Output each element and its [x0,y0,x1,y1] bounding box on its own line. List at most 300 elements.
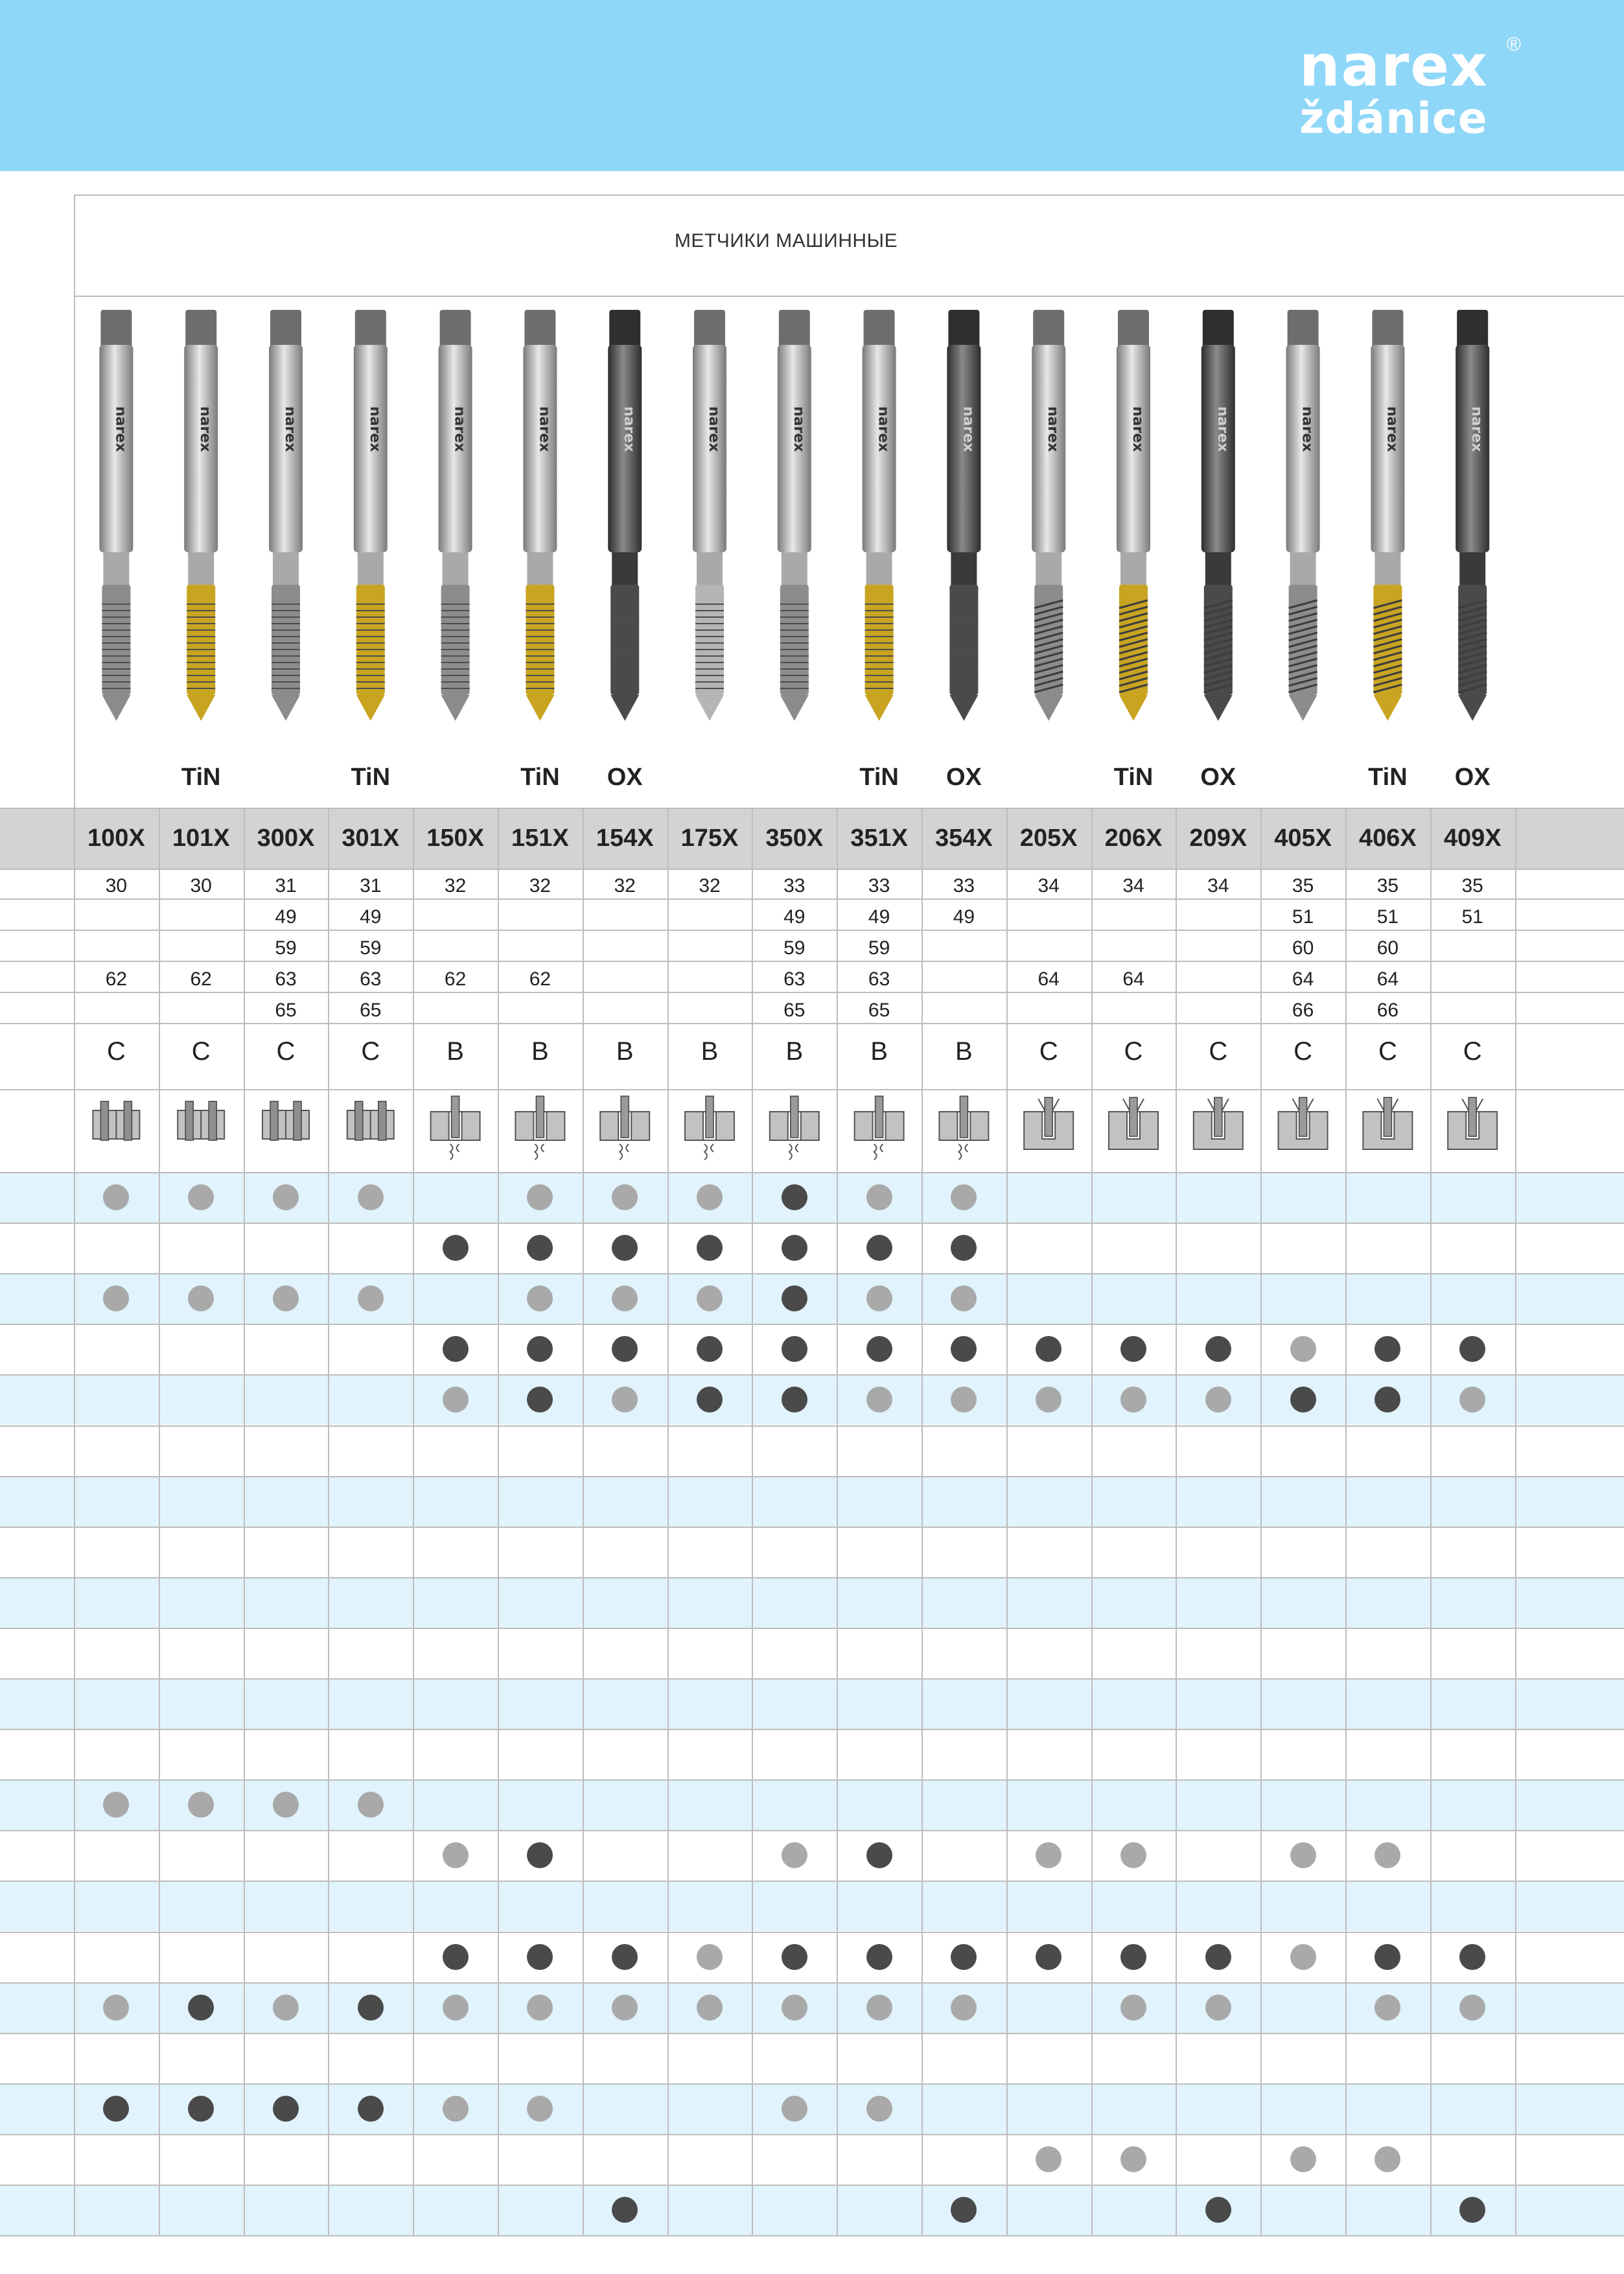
chip-curl [535,1144,544,1160]
applicability-dot-primary [782,1184,807,1210]
tap-square-drive [355,310,386,349]
tap-square-drive [694,310,725,349]
catalog-page: 34 [1038,875,1060,897]
applicability-dot-secondary [273,1285,299,1311]
grid-line-vertical [1515,808,1516,2235]
applicability-dot-secondary [103,1995,129,2021]
chip-curl [958,1144,968,1160]
catalog-page: 32 [699,875,721,897]
catalog-page: 33 [953,875,975,897]
catalog-page: 34 [1122,875,1144,897]
applicability-dot-primary [951,1336,977,1362]
applicability-dot-secondary [1036,2146,1061,2172]
catalog-page: 30 [105,875,128,897]
tap-code: 351X [850,825,908,852]
chip-arrow [1293,1099,1299,1110]
tap-code: 354X [935,825,993,852]
tap-in-hole [270,1101,278,1140]
grid-line-vertical [244,808,245,2235]
tap-in-hole [960,1096,968,1138]
applicability-dot-primary [188,1995,214,2021]
applicability-dot-primary [866,1235,892,1261]
applicability-dot-primary [1120,1944,1146,1970]
tap-square-drive [1118,310,1149,349]
applicability-dot-primary [1375,1336,1400,1362]
hole-type-icons [0,1092,1624,1164]
tap-brand-text: narex [1130,406,1146,452]
tap-in-hole [294,1101,301,1140]
tap-tip [1458,695,1487,721]
applicability-dot-secondary [358,1184,384,1210]
chip-curl [704,1144,713,1160]
grid-line-vertical [1260,808,1262,2235]
grid-line-horizontal [74,194,1624,196]
tap-cutting-part [441,585,470,695]
catalog-page: 62 [529,968,551,990]
coating-label: TiN [520,764,560,791]
applicability-dot-primary [1036,1944,1061,1970]
tap-code: 154X [596,825,654,852]
grid-line-vertical [752,808,753,2235]
tap-code: 175X [680,825,739,852]
applicability-dot-primary [1290,1387,1316,1412]
tap-code: 301X [342,825,400,852]
catalog-page: 30 [190,875,212,897]
tap-code: 101X [172,825,230,852]
applicability-dot-secondary [1290,1842,1316,1868]
applicability-dot-secondary [697,1285,723,1311]
catalog-page: 34 [1207,875,1229,897]
tap-cutting-part [356,585,385,695]
catalog-page: 64 [1292,968,1314,990]
applicability-dot-primary [1205,1944,1231,1970]
tap-brand-text: narex [1045,406,1061,452]
tap-in-hole [378,1101,386,1140]
grid-line-vertical [837,808,838,2235]
applicability-dot-primary [443,1944,469,1970]
coating-label: OX [607,764,643,791]
catalog-page: 51 [1376,906,1399,928]
tap-square-drive [1288,310,1319,349]
applicability-dot-secondary [1036,1842,1061,1868]
applicability-dot-secondary [612,1995,638,2021]
applicability-dot-primary [443,1336,469,1362]
applicability-dot-secondary [1290,2146,1316,2172]
coating-label: OX [1454,764,1491,791]
applicability-dot-primary [1459,1944,1485,1970]
applicability-dot-secondary [866,1184,892,1210]
chip-arrow [1476,1099,1483,1110]
applicability-dot-primary [1205,2197,1231,2223]
catalog-page: 63 [783,968,806,990]
catalog-page: 64 [1376,968,1399,990]
catalog-page: 64 [1038,968,1060,990]
grid-line-vertical [1006,808,1008,2235]
catalog-page: 51 [1461,906,1483,928]
applicability-dot-secondary [358,1792,384,1818]
applicability-dot-primary [1459,1336,1485,1362]
tolerance-class: C [1124,1037,1143,1066]
applicability-dot-secondary [188,1184,214,1210]
applicability-dot-primary [782,1336,807,1362]
tap-square-drive [1203,310,1234,349]
coating-label: OX [1200,764,1236,791]
tap-in-hole [1214,1097,1222,1136]
applicability-dot-secondary [1375,2146,1400,2172]
applicability-dot-secondary [697,1995,723,2021]
applicability-dot-secondary [527,2096,553,2122]
applicability-dot-secondary [866,1995,892,2021]
applicability-dot-primary [866,1944,892,1970]
catalog-page: 32 [444,875,467,897]
chip-arrow [1377,1099,1384,1110]
grid-line-vertical [328,808,329,2235]
applicability-dot-primary [443,1235,469,1261]
tap-in-hole [185,1101,193,1140]
tap-brand-text: narex [960,406,977,452]
applicability-dot-primary [782,1235,807,1261]
tolerance-class: C [1209,1037,1228,1066]
tolerance-class: C [1463,1037,1482,1066]
tap-code: 350X [765,825,824,852]
applicability-dot-secondary [1459,1995,1485,2021]
catalog-page: 59 [868,937,890,959]
catalog-page: 59 [360,937,382,959]
applicability-dot-primary [612,1235,638,1261]
tap-tip [526,695,554,721]
tap-tip [780,695,809,721]
applicability-dot-secondary [697,1944,723,1970]
applicability-dot-primary [358,1995,384,2021]
tap-in-hole [355,1101,363,1140]
catalog-page: 62 [444,968,467,990]
tap-code: 206X [1104,825,1163,852]
tap-brand-text: narex [451,406,468,452]
catalog-page: 63 [360,968,382,990]
catalog-page: 66 [1376,1000,1399,1021]
grid-line-vertical [1176,808,1177,2235]
applicability-dot-primary [951,1235,977,1261]
grid-line-horizontal [74,296,1624,297]
tap-cutting-part [526,585,554,695]
grid-line-vertical [922,808,923,2235]
tap-cutting-part [102,585,130,695]
chip-arrow [1391,1099,1398,1110]
tap-brand-text: narex [366,406,383,452]
applicability-dot-primary [782,1387,807,1412]
tap-brand-text: narex [197,406,214,452]
tap-cutting-part [949,585,978,695]
tap-tip [1204,695,1233,721]
applicability-dot-primary [527,1842,553,1868]
applicability-dot-primary [697,1336,723,1362]
applicability-dot-primary [188,2096,214,2122]
applicability-dot-secondary [1290,1944,1316,1970]
catalog-page: 64 [1122,968,1144,990]
tolerance-class: C [1039,1037,1058,1066]
tap-in-hole [1130,1097,1137,1136]
applicability-dot-primary [612,1336,638,1362]
applicability-dot-primary [1205,1336,1231,1362]
applicability-dot-secondary [358,1285,384,1311]
tap-code: 406X [1359,825,1417,852]
tap-in-hole [536,1096,544,1138]
tap-tip [1119,695,1148,721]
tap-tip [1373,695,1402,721]
applicability-dot-secondary [866,2096,892,2122]
applicability-dot-secondary [1375,1995,1400,2021]
applicability-dot-primary [527,1336,553,1362]
tap-brand-text: narex [536,406,553,452]
tap-tip [865,695,894,721]
tap-in-hole [706,1096,713,1138]
applicability-dot-primary [527,1235,553,1261]
tap-square-drive [524,310,555,349]
tap-code: 209X [1189,825,1247,852]
catalog-page: 59 [275,937,297,959]
applicability-dot-secondary [782,1842,807,1868]
tap-brand-text: narex [706,406,722,452]
applicability-dot-primary [527,1944,553,1970]
tolerance-class: B [955,1037,973,1066]
tolerance-class: B [785,1037,804,1066]
chip-curl [789,1144,798,1160]
tap-tip [1289,695,1317,721]
applicability-dot-primary [273,2096,299,2122]
chip-arrow [1307,1099,1314,1110]
tap-cutting-part [780,585,809,695]
applicability-dot-secondary [443,1842,469,1868]
catalog-page: 32 [614,875,636,897]
grid-line-vertical [413,808,414,2235]
applicability-dot-primary [103,2096,129,2122]
chip-arrow [1038,1099,1045,1110]
applicability-dot-secondary [527,1995,553,2021]
coating-label: TiN [351,764,391,791]
tap-square-drive [1457,310,1488,349]
tolerance-class: C [361,1037,380,1066]
applicability-dot-secondary [443,1387,469,1412]
catalog-page: 60 [1292,937,1314,959]
tap-brand-text: narex [875,406,892,452]
chip-arrow [1123,1099,1130,1110]
tap-brand-text: narex [1299,406,1316,452]
tap-code: 100X [87,825,145,852]
tap-in-hole [1468,1097,1476,1136]
coating-label: TiN [1368,764,1408,791]
chip-arrow [1052,1099,1059,1110]
tap-cutting-part [610,585,639,695]
catalog-page: 59 [783,937,806,959]
catalog-page: 51 [1292,906,1314,928]
chip-arrow [1208,1099,1214,1110]
tap-in-hole [791,1096,798,1138]
applicability-dot-primary [1036,1336,1061,1362]
tap-cutting-part [272,585,300,695]
logo-text-top: narex [1299,32,1489,99]
tap-in-hole [1384,1097,1391,1136]
applicability-dot-secondary [1375,1842,1400,1868]
tap-brand-text: narex [1214,406,1231,452]
tap-in-hole [1299,1097,1307,1136]
catalog-page: 65 [783,1000,806,1021]
tap-square-drive [270,310,301,349]
tap-square-drive [609,310,640,349]
tolerance-class: C [1293,1037,1313,1066]
tap-code: 300X [257,825,315,852]
applicability-dot-secondary [443,2096,469,2122]
catalog-page: 49 [868,906,890,928]
applicability-dot-primary [612,1944,638,1970]
tap-brand-text: narex [282,406,298,452]
registered-mark: ® [1506,34,1521,55]
tap-square-drive [1033,310,1064,349]
catalog-page: 49 [953,906,975,928]
applicability-dot-primary [951,1944,977,1970]
applicability-dot-primary [612,2197,638,2223]
applicability-dot-secondary [1290,1336,1316,1362]
tolerance-class: B [870,1037,888,1066]
chip-curl [620,1144,629,1160]
applicability-dot-primary [697,1235,723,1261]
tap-code: 151X [511,825,569,852]
catalog-page: 49 [783,906,806,928]
tap-tip [1034,695,1063,721]
grid-line-vertical [498,808,499,2235]
tap-tip [272,695,300,721]
tap-square-drive [185,310,216,349]
tap-square-drive [1372,310,1403,349]
tap-cutting-part [187,585,215,695]
grid-line-vertical [159,808,160,2235]
tap-brand-text: narex [790,406,807,452]
narex-logo [1299,32,1521,148]
tap-tip [356,695,385,721]
tap-in-hole [876,1096,883,1138]
tap-square-drive [779,310,810,349]
catalog-page: 49 [360,906,382,928]
applicability-dot-secondary [1205,1387,1231,1412]
tap-in-hole [452,1096,459,1138]
catalog-page: 35 [1376,875,1399,897]
catalog-page: 31 [275,875,297,897]
catalog-page: 33 [868,875,890,897]
applicability-dot-secondary [697,1184,723,1210]
logo-text-bottom: ždánice [1299,93,1488,143]
catalog-page: 33 [783,875,806,897]
tap-cutting-part [695,585,724,695]
catalog-page: 63 [275,968,297,990]
tap-in-hole [1045,1097,1052,1136]
tolerance-class: B [616,1037,634,1066]
applicability-dot-secondary [866,1387,892,1412]
applicability-dot-secondary [1205,1995,1231,2021]
tap-tip [102,695,130,721]
tap-in-hole [209,1101,216,1140]
catalog-page: 66 [1292,1000,1314,1021]
tolerance-class: C [191,1037,211,1066]
applicability-dot-primary [866,1842,892,1868]
tap-brand-text: narex [1468,406,1485,452]
catalog-page: 62 [105,968,128,990]
tap-square-drive [948,310,979,349]
catalog-page: 62 [190,968,212,990]
grid-line-vertical [667,808,669,2235]
applicability-dot-primary [358,2096,384,2122]
grid-line-vertical [1345,808,1347,2235]
catalog-page: 31 [360,875,382,897]
chip-arrow [1137,1099,1144,1110]
applicability-dot-secondary [1120,1842,1146,1868]
tap-code: 150X [426,825,484,852]
tolerance-class: B [447,1037,464,1066]
tap-cutting-part [865,585,894,695]
tap-square-drive [100,310,132,349]
applicability-dot-secondary [273,1995,299,2021]
tap-brand-text: narex [112,406,129,452]
coating-label: TiN [859,764,899,791]
chip-curl [450,1144,459,1160]
catalog-page: 49 [275,906,297,928]
catalog-page: 65 [360,1000,382,1021]
tolerance-class: C [1378,1037,1397,1066]
tolerance-class: B [531,1037,549,1066]
applicability-dot-primary [1375,1944,1400,1970]
applicability-dot-secondary [612,1184,638,1210]
applicability-dot-secondary [782,1995,807,2021]
tolerance-class: C [106,1037,126,1066]
grid-line-horizontal [0,2235,1624,2236]
chip-curl [874,1144,883,1160]
catalog-page: 60 [1376,937,1399,959]
coating-label: TiN [181,764,221,791]
catalog-page: 65 [275,1000,297,1021]
applicability-dot-secondary [1120,1995,1146,2021]
grid-line-vertical [583,808,584,2235]
tap-tip [949,695,978,721]
applicability-dot-primary [866,1336,892,1362]
applicability-dot-secondary [273,1792,299,1818]
applicability-dot-secondary [443,1995,469,2021]
tap-tip [441,695,470,721]
applicability-dot-secondary [866,1285,892,1311]
catalog-page: 32 [529,875,551,897]
grid-line-vertical [1430,808,1432,2235]
tap-in-hole [621,1096,629,1138]
applicability-dot-primary [1120,1336,1146,1362]
applicability-dot-secondary [1120,2146,1146,2172]
tap-code: 405X [1274,825,1332,852]
table-title: МЕТЧИКИ МАШИННЫЕ [674,230,898,252]
catalog-page: 35 [1292,875,1314,897]
applicability-dot-secondary [273,1184,299,1210]
tap-tip [187,695,215,721]
tap-square-drive [440,310,471,349]
tap-images [0,299,1624,766]
catalog-page: 65 [868,1000,890,1021]
applicability-dot-secondary [951,1995,977,2021]
tap-in-hole [124,1101,132,1140]
tap-brand-text: narex [1384,406,1400,452]
tolerance-class: C [276,1037,296,1066]
applicability-dot-secondary [782,2096,807,2122]
applicability-dot-primary [782,1285,807,1311]
tap-tip [610,695,639,721]
chip-arrow [1462,1099,1468,1110]
catalog-page: 63 [868,968,890,990]
tap-square-drive [864,310,895,349]
coating-label: OX [945,764,982,791]
